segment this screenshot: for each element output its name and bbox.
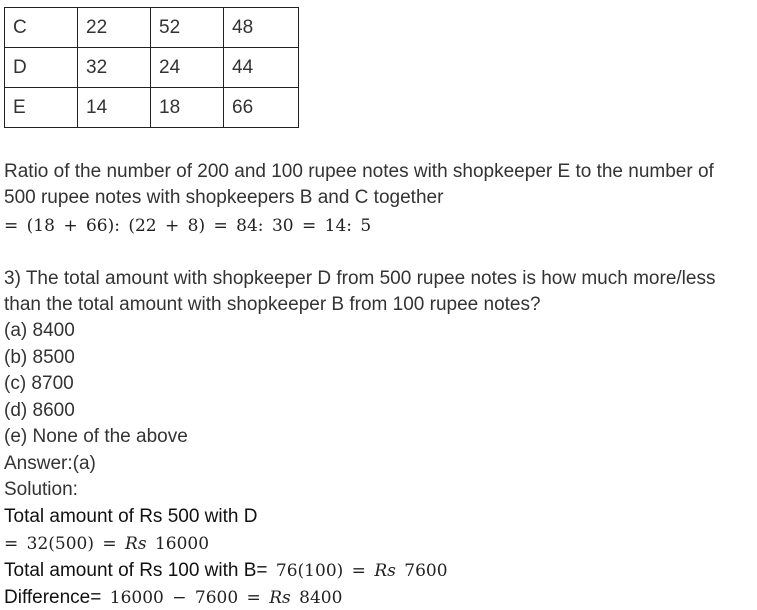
math-expression: 16000 − 7600 = [101, 588, 270, 608]
table-cell: C [5, 8, 78, 48]
table-row [5, 48, 299, 88]
table-cell: 48 [224, 8, 299, 48]
math-currency: Rs [125, 534, 147, 554]
total-b-row [4, 559, 448, 583]
option-c: (c) 8700 [4, 373, 74, 394]
table-cell: E [5, 88, 78, 128]
math-currency: Rs [374, 561, 396, 581]
option-a: (a) 8400 [4, 320, 75, 341]
table-cell: 66 [224, 88, 299, 128]
table-cell: 52 [151, 8, 224, 48]
math-value: 8400 [290, 588, 343, 608]
table-cell: 22 [78, 8, 151, 48]
table-cell: 14 [78, 88, 151, 128]
option-d: (d) 8600 [4, 400, 75, 421]
table-row [5, 88, 299, 128]
math-currency: Rs [269, 588, 291, 608]
ratio-text-line-1: Ratio of the number of 200 and 100 rupee notes with shopkeeper E to the number of [4, 161, 714, 182]
question-line-1: 3) The total amount with shopkeeper D from 500 rupee notes is how much more/less [4, 268, 716, 289]
table-cell: 32 [78, 48, 151, 88]
table-cell: 18 [151, 88, 224, 128]
option-e: (e) None of the above [4, 426, 188, 447]
ratio-text-line-2: 500 rupee notes with shopkeepers B and C together [4, 187, 444, 208]
table-cell: 24 [151, 48, 224, 88]
total-d-equation [4, 532, 209, 556]
difference-row [4, 586, 342, 610]
question-line-2: than the total amount with shopkeeper B from 100 rupee notes? [4, 294, 541, 315]
notes-table [4, 7, 299, 128]
table-row [5, 8, 299, 48]
answer-text: Answer:(a) [4, 453, 96, 474]
difference-label: Difference= [4, 587, 102, 608]
math-value: 7600 [395, 561, 448, 581]
total-b-label: Total amount of Rs 100 with B= [4, 560, 268, 581]
table-cell: 44 [224, 48, 299, 88]
math-expression: 76(100) = [267, 561, 375, 581]
math-value: 16000 [146, 534, 210, 554]
total-d-label: Total amount of Rs 500 with D [4, 506, 258, 527]
solution-label: Solution: [4, 479, 78, 500]
option-b: (b) 8500 [4, 347, 75, 368]
math-expression: = 32(500) = [4, 534, 126, 554]
ratio-equation: = (18 + 66): (22 + 8) = 84: 30 = 14: 5 [4, 216, 372, 236]
table-cell: D [5, 48, 78, 88]
